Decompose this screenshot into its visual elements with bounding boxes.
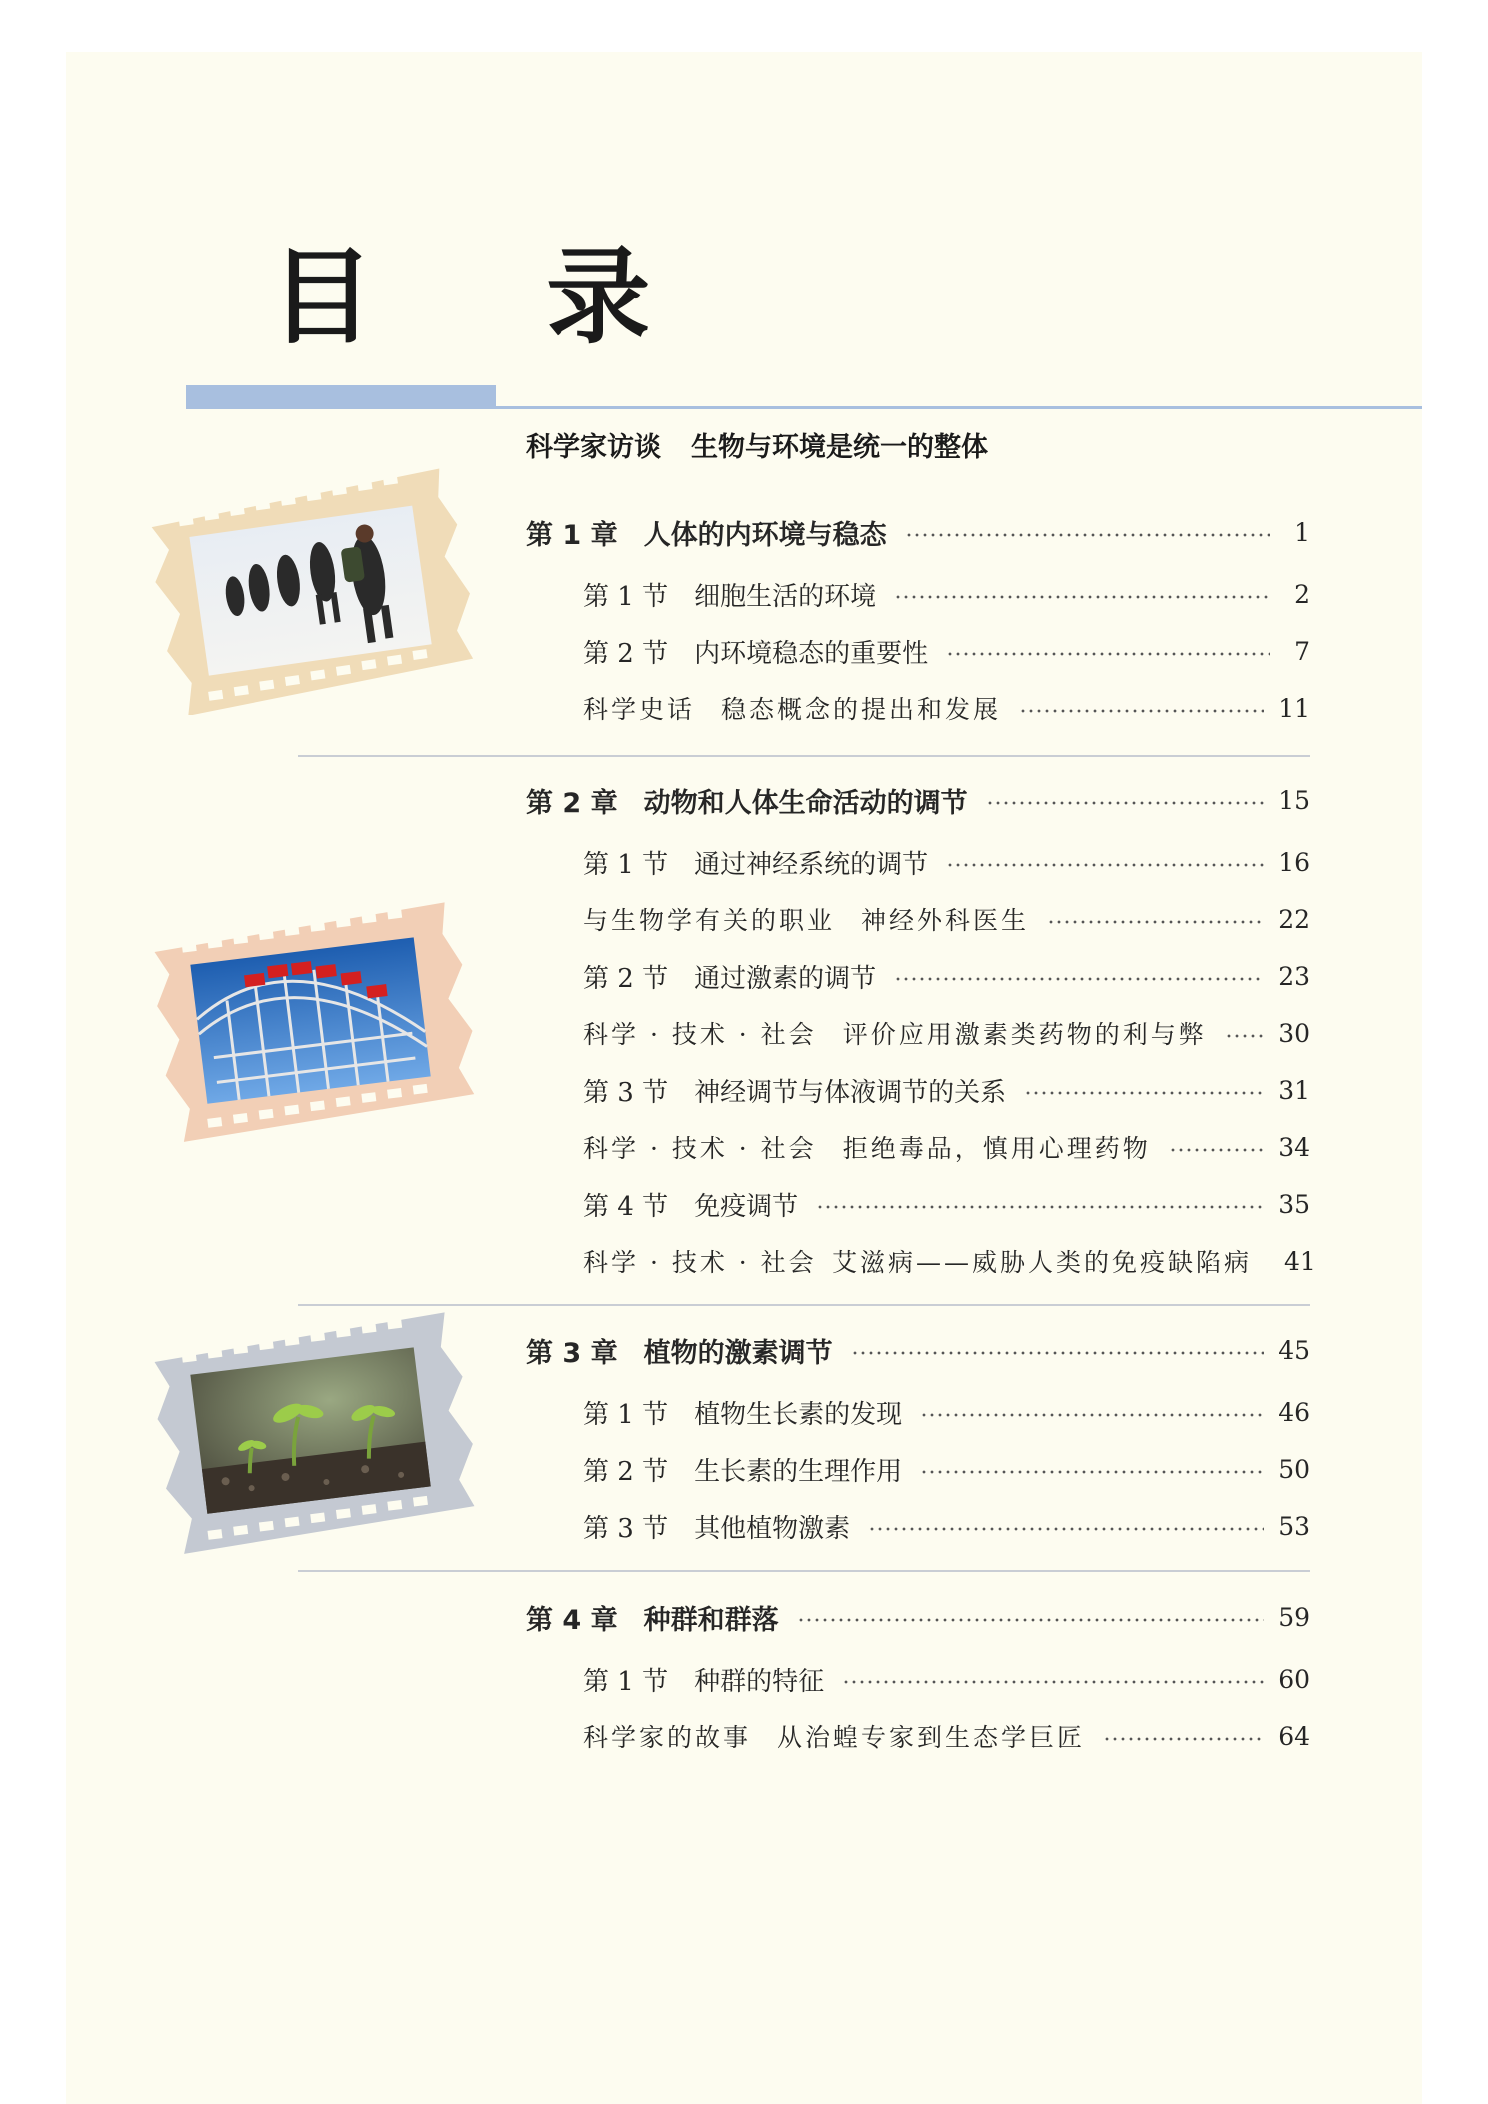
entry-label: 科学 · 技术 · 社会	[583, 1248, 817, 1277]
entry-label: 第 3 节	[583, 1077, 669, 1108]
entry-title: 拒绝毒品，慎用心理药物	[842, 1134, 1151, 1163]
seedlings-sprouting-photo	[150, 1305, 480, 1555]
entry-title: 稳态概念的提出和发展	[721, 695, 1002, 724]
entry-label: 第 2 节	[583, 638, 669, 669]
toc-entry[interactable]	[583, 631, 1310, 671]
entry-title: 生长素的生理作用	[694, 1456, 903, 1487]
entry-title: 其他植物激素	[694, 1513, 851, 1544]
entry-title: 种群的特征	[694, 1666, 825, 1697]
page-number: 34	[1278, 1132, 1310, 1162]
chapter-2-entry[interactable]	[526, 780, 1310, 820]
toc-entry[interactable]	[583, 1449, 1310, 1489]
entry-label: 第 1 节	[583, 1666, 669, 1697]
leader-dots	[868, 1527, 1264, 1531]
page-number: 22	[1278, 904, 1310, 934]
chapter-4-entry[interactable]	[526, 1597, 1310, 1637]
intro-label: 科学家访谈	[526, 432, 661, 463]
entry-title: 内环境稳态的重要性	[694, 638, 929, 669]
page-number: 35	[1278, 1189, 1310, 1219]
leader-dots	[946, 652, 1270, 656]
page-number: 41	[1284, 1246, 1316, 1276]
toc-entry[interactable]	[583, 1392, 1310, 1432]
leader-dots	[894, 595, 1270, 599]
chapter-title: 人体的内环境与稳态	[643, 519, 887, 551]
leader-dots	[920, 1470, 1264, 1474]
chapter-label: 第 3 章	[526, 1337, 618, 1369]
page-number: 11	[1278, 693, 1310, 723]
title-accent-bar	[186, 385, 496, 409]
leader-dots	[1024, 1091, 1264, 1095]
entry-label: 科学家的故事	[583, 1723, 752, 1752]
entry-title: 免疫调节	[694, 1191, 799, 1222]
page-number: 7	[1294, 636, 1310, 666]
toc-entry[interactable]	[583, 688, 1310, 728]
leader-dots	[986, 801, 1265, 805]
entry-label: 第 3 节	[583, 1513, 669, 1544]
leader-dots	[894, 977, 1264, 981]
toc-entry[interactable]	[583, 1716, 1310, 1756]
entry-title: 从治蝗专家到生态学巨匠	[777, 1723, 1086, 1752]
page-number: 23	[1278, 961, 1310, 991]
leader-dots	[920, 1413, 1264, 1417]
chapter-divider	[298, 755, 1310, 757]
entry-label: 第 2 节	[583, 963, 669, 994]
leader-dots	[842, 1680, 1264, 1684]
toc-entry[interactable]	[583, 1184, 1310, 1224]
toc-entry[interactable]	[583, 1070, 1310, 1110]
entry-title: 细胞生活的环境	[694, 581, 877, 612]
intro-text: 生物与环境是统一的整体	[691, 432, 988, 463]
chapter-label: 第 4 章	[526, 1604, 618, 1636]
entry-label: 第 2 节	[583, 1456, 669, 1487]
entry-title: 神经调节与体液调节的关系	[694, 1077, 1007, 1108]
page-number: 1	[1294, 517, 1310, 547]
chapter-label: 第 1 章	[526, 519, 618, 551]
entry-label: 科学史话	[583, 695, 696, 724]
page-number: 16	[1278, 847, 1310, 877]
entry-label: 与生物学有关的职业	[583, 906, 836, 935]
entry-title: 评价应用激素类药物的利与弊	[842, 1020, 1207, 1049]
entry-title: 通过神经系统的调节	[694, 849, 929, 880]
chapter-title: 植物的激素调节	[643, 1337, 833, 1369]
entry-label: 第 1 节	[583, 1399, 669, 1430]
leader-dots	[1103, 1737, 1264, 1741]
page-number: 53	[1278, 1511, 1310, 1541]
entry-label: 第 1 节	[583, 849, 669, 880]
page-number: 2	[1294, 579, 1310, 609]
page-number: 64	[1278, 1721, 1310, 1751]
leader-dots	[797, 1618, 1265, 1622]
leader-dots	[1019, 709, 1264, 713]
chapter-title: 种群和群落	[643, 1604, 779, 1636]
page-number: 60	[1278, 1664, 1310, 1694]
leader-dots	[946, 863, 1264, 867]
title-rule	[496, 406, 1422, 409]
page-number: 30	[1278, 1018, 1310, 1048]
chapter-divider	[298, 1570, 1310, 1572]
toc-entry[interactable]	[583, 1506, 1310, 1546]
toc-entry[interactable]	[583, 1659, 1310, 1699]
roller-coaster-photo	[150, 895, 480, 1145]
chapter-title: 动物和人体生命活动的调节	[643, 787, 968, 819]
chapter-label: 第 2 章	[526, 787, 618, 819]
leader-dots	[1047, 920, 1264, 924]
toc-entry[interactable]	[583, 1127, 1310, 1167]
entry-title: 神经外科医生	[861, 906, 1030, 935]
toc-entry[interactable]	[583, 574, 1310, 614]
leader-dots	[816, 1205, 1264, 1209]
page-number: 46	[1278, 1397, 1310, 1427]
leader-dots	[851, 1351, 1265, 1355]
entry-label: 第 1 节	[583, 581, 669, 612]
page-number: 15	[1278, 785, 1310, 815]
leader-dots	[1169, 1148, 1264, 1152]
toc-entry[interactable]	[583, 1241, 1316, 1281]
intro-entry[interactable]	[526, 425, 988, 464]
entry-label: 科学 · 技术 · 社会	[583, 1020, 817, 1049]
toc-entry[interactable]	[583, 842, 1310, 882]
entry-label: 第 4 节	[583, 1191, 669, 1222]
entry-title: 植物生长素的发现	[694, 1399, 903, 1430]
leader-dots	[905, 533, 1270, 537]
soldiers-marching-snow-photo	[150, 465, 480, 715]
leader-dots	[1225, 1034, 1264, 1038]
toc-entry[interactable]	[583, 1013, 1310, 1053]
page-title: 目 录	[270, 235, 719, 358]
toc-entry[interactable]	[583, 956, 1310, 996]
toc-entry[interactable]	[583, 899, 1310, 939]
chapter-1-entry[interactable]	[526, 512, 1310, 552]
entry-label: 科学 · 技术 · 社会	[583, 1134, 817, 1163]
entry-title: 艾滋病——威胁人类的免疫缺陷病	[831, 1248, 1252, 1277]
page-number: 50	[1278, 1454, 1310, 1484]
page-number: 59	[1278, 1602, 1310, 1632]
chapter-3-entry[interactable]	[526, 1330, 1310, 1370]
page-number: 45	[1278, 1335, 1310, 1365]
entry-title: 通过激素的调节	[694, 963, 877, 994]
page-number: 31	[1278, 1075, 1310, 1105]
